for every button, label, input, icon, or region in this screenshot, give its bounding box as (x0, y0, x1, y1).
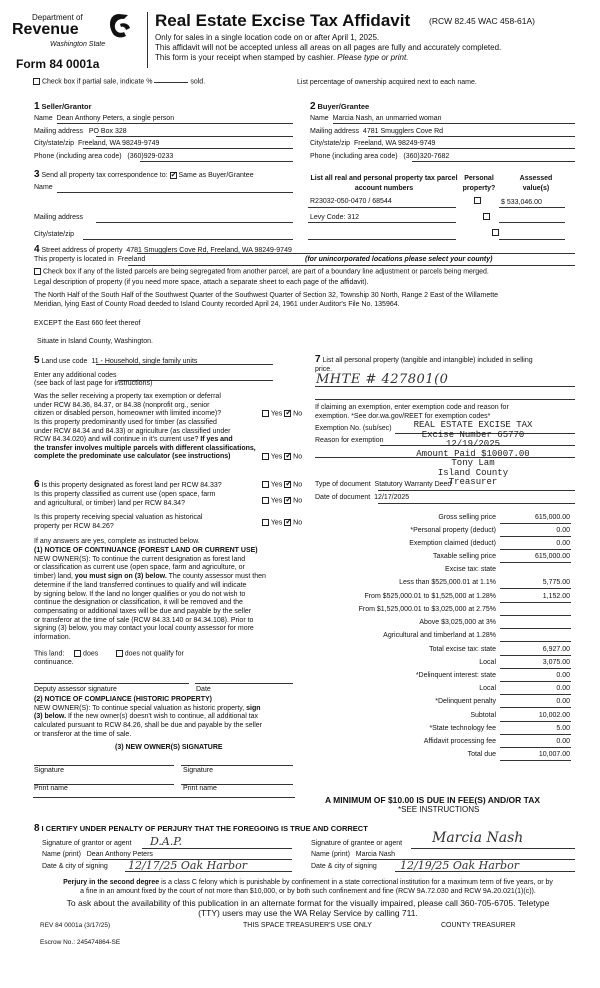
dor-swirl-icon (106, 12, 132, 40)
forest-no-checkbox[interactable] (284, 481, 291, 488)
calc-underline-2 (500, 549, 571, 550)
historic-no-checkbox[interactable] (284, 519, 291, 526)
calc-underline-0 (500, 523, 571, 524)
list-percentage-note: List percentage of ownership acquired next to each name. (297, 79, 477, 86)
see-instructions: *SEE INSTRUCTIONS (398, 805, 480, 814)
sec6-q2: Is this property classified as current use (open space, farm and agricultural, or timber) land per RCW 84.34? (34, 491, 216, 507)
calc-label-16: *State technology fee (429, 725, 496, 732)
parcel-number-2[interactable]: Levy Code: 312 (310, 214, 360, 221)
sec3-mail-label: Mailing address (34, 214, 84, 221)
doc-type[interactable]: Statutory Warranty Deed (374, 481, 452, 488)
revision-label: REV 84 0001a (3/17/25) (40, 922, 111, 929)
signature-label-1: Signature (34, 767, 64, 774)
legal-desc-3: EXCEPT the East 660 feet thereof (34, 320, 141, 327)
personal-property-handwritten[interactable]: MHTE # 427801(0 (316, 372, 449, 387)
personal-property-list: 7 List all personal property (tangible and intangible) included in selling price. (315, 354, 533, 373)
grantor-name-row: Name (print) Dean Anthony Peters (42, 851, 153, 858)
buyer-phone-row: Phone (including area code) (360)320-7682 (310, 153, 450, 160)
seller-city[interactable]: Freeland, WA 98249-9749 (77, 140, 160, 147)
additional-codes-2: (see back of last page for instructions) (34, 380, 153, 387)
personal-checkbox-1[interactable] (474, 197, 481, 204)
calc-underline-1 (500, 536, 571, 537)
calc-label-3: Taxable selling price (432, 553, 496, 560)
deputy-date-label: Date (196, 686, 211, 693)
calc-label-0: Gross selling price (438, 514, 496, 521)
timber-yes-checkbox[interactable] (262, 453, 269, 460)
grantee-signature-label: Signature of grantee or agent (311, 840, 403, 847)
calc-label-14: *Delinquent penalty (435, 698, 496, 705)
segregated-row: Check box if any of the listed parcels are being segregated from another parcel, are part of a boundary line adjustment or parcels being merged. (34, 268, 489, 275)
calc-label-18: Total due (467, 751, 496, 758)
calc-value-3[interactable]: 615,000.00 (534, 553, 570, 560)
calc-underline-10 (500, 655, 571, 656)
buyer-name-row: Name Marcia Nash, an unmarried woman (310, 115, 442, 122)
seller-heading: 1 Seller/Grantor (34, 101, 92, 112)
seller-phone[interactable]: (360)929-0233 (127, 153, 174, 160)
segregated-checkbox[interactable] (34, 268, 41, 275)
rcw-ref: (RCW 82.45 WAC 458-61A) (429, 16, 535, 26)
same-as-buyer-checkbox[interactable] (170, 172, 177, 179)
calc-underline-7 (500, 615, 571, 616)
calc-label-17: Affidavit processing fee (423, 738, 496, 745)
exemption-no-checkbox[interactable] (284, 410, 291, 417)
exemption-yes-no: Yes ✓ No (262, 410, 302, 417)
grantee-date-label: Date & city of signing (311, 863, 377, 870)
calc-label-8: Above $3,025,000 at 3% (419, 619, 496, 626)
calc-value-16[interactable]: 5.00 (556, 725, 570, 732)
calc-label-2: Exemption claimed (deduct) (409, 540, 496, 547)
calc-underline-6 (500, 602, 571, 603)
print-name-label-1: Print name (34, 785, 68, 792)
buyer-mail[interactable]: 4781 Smugglers Cove Rd (362, 128, 444, 135)
doc-date[interactable]: 12/17/2025 (374, 494, 410, 501)
calc-value-2[interactable]: 0.00 (556, 540, 570, 547)
seller-mail-row: Mailing address PO Box 328 (34, 128, 127, 135)
legal-label: Legal description of property (if you need more space, attach a separate sheet to each page of the affidavit). (34, 279, 369, 286)
calc-value-14[interactable]: 0.00 (556, 698, 570, 705)
unincorporated-note: (for unincorporated locations please select your county) (305, 256, 493, 263)
calc-label-12: *Delinquent interest: state (415, 672, 496, 679)
calc-underline-13 (500, 694, 571, 695)
calc-value-10[interactable]: 6,927.00 (542, 646, 570, 653)
current-use-yes-no: Yes ✓ No (262, 497, 302, 504)
dor-logo (10, 10, 138, 56)
seller-name[interactable]: Dean Anthony Peters, a single person (56, 115, 175, 122)
exemption-instructions: If claiming an exemption, enter exemption code and reason for exemption. *See dor.wa.gov/REET for exemption codes* (315, 404, 509, 420)
escrow-number: Escrow No.: 245474864-SE (40, 939, 121, 946)
grantee-name-row: Name (print) Marcia Nash (311, 851, 396, 858)
calc-value-12[interactable]: 0.00 (556, 672, 570, 679)
calc-label-15: Subtotal (470, 712, 496, 719)
revenue-text: Revenue (12, 21, 79, 38)
timber-yes-no: Yes ✓ No (262, 453, 302, 460)
if-any-yes: If any answers are yes, complete as instructed below. (34, 538, 200, 545)
doc-date-row: Date of document 12/17/2025 (315, 494, 410, 501)
current-use-no-checkbox[interactable] (284, 497, 291, 504)
personal-checkbox-3[interactable] (492, 229, 499, 236)
parcel-number-1[interactable]: R23032-050-0470 / 68544 (310, 198, 392, 205)
calc-label-6: From $525,000.01 to $1,525,000 at 1.28% (364, 593, 496, 600)
legal-desc-1: The North Half of the South Half of the Southwest Quarter of the Southwest Quarter of Section 32, Township 30 North, Range 2 East of the Willamette (34, 292, 499, 299)
dept-of-text: Department of (32, 13, 83, 22)
street-row: 4 Street address of property 4781 Smugglers Cove Rd, Freeland, WA 98249-9749 (34, 244, 292, 255)
buyer-city-row: City/state/zip Freeland, WA 98249-9749 (310, 140, 436, 147)
located-row: This property is located in Freeland (34, 256, 146, 263)
minimum-due-note: A MINIMUM OF $10.00 IS DUE IN FEE(S) AND/OR TAX (325, 795, 541, 805)
additional-codes-1: Enter any additional codes (34, 372, 117, 379)
calc-label-9: Agricultural and timberland at 1.28% (383, 632, 496, 639)
calc-underline-5 (500, 588, 571, 589)
calc-value-11[interactable]: 3,075.00 (542, 659, 570, 666)
calc-underline-3 (500, 562, 571, 563)
grantor-signature[interactable]: D.A.P. (150, 835, 183, 848)
notice-compliance: (2) NOTICE OF COMPLIANCE (HISTORIC PROPERTY) NEW OWNER(S): To continue special valuation as historic property, sign (3) below. If the new owner(s) doesn't wish to continue, all additional tax calculated pursuant to RCW 84.26, shall be due and payable by the seller or transferor at the time of sale. (34, 696, 263, 738)
buyer-name[interactable]: Marcia Nash, an unmarried woman (332, 115, 442, 122)
sec3-city-label: City/state/zip (34, 231, 75, 238)
grantee-date-city[interactable]: 12/19/25 Oak Harbor (400, 859, 519, 872)
timber-no-checkbox[interactable] (284, 453, 291, 460)
grantor-name[interactable]: Dean Anthony Peters (86, 851, 153, 858)
timber-question: Is this property predominantly used for timber (as classified under RCW 84.34 and 84.33) or agriculture (as classified under RCW 84.34.020) and will continue in it's current use? If yes and the transfer involves multiple parcels with different classifications, complete the predominate use calculator (see instructions) (34, 419, 256, 460)
calc-value-1[interactable]: 0.00 (556, 527, 570, 534)
buyer-heading: 2 Buyer/Grantee (310, 101, 370, 112)
calc-underline-9 (500, 641, 571, 642)
historic-yes-checkbox[interactable] (262, 519, 269, 526)
buyer-city[interactable]: Freeland, WA 98249-9749 (353, 140, 436, 147)
deputy-signature-label: Deputy assessor signature (34, 686, 117, 693)
grantee-signature[interactable]: Marcia Nash (432, 830, 524, 846)
form-title: Real Estate Excise Tax Affidavit (155, 11, 411, 30)
notice-continuance: (1) NOTICE OF CONTINUANCE (FOREST LAND OR CURRENT USE) NEW OWNER(S): To continue the current designation as forest land or classification as current use (open space, farm and agriculture, or timber) land, you must sign on (3) below. The county assessor must then determine if the land transferred continues to qualify and will indicate by signing below. If the land no longer qualifies or you do not wish to continue the designation or classification, it will be removed and the compensating or additional taxes will be due and payable by the seller or transferor at the time of sale (RCW 84.33.140 or 84.34.108). Prior to signing (3) below, you may contact your local county assessor for more information. (34, 547, 266, 642)
new-owner-signature-title: (3) NEW OWNER(S) SIGNATURE (115, 744, 223, 751)
calc-label-5: Less than $525,000.01 at 1.1% (399, 579, 496, 586)
calc-value-0[interactable]: 615,000.00 (534, 514, 570, 521)
county-treasurer-label: COUNTY TREASURER (441, 922, 516, 929)
calc-label-1: *Personal property (deduct) (410, 527, 496, 534)
exemption-question: Was the seller receiving a property tax exemption or deferral under RCW 84.36, 84.37, or 84.38 (nonprofit org., senior citizen or disabled person, homeowner with limited income)? (34, 393, 222, 417)
reason-label: Reason for exemption (315, 437, 384, 444)
calc-underline-15 (500, 721, 571, 722)
calc-underline-18 (500, 760, 571, 761)
calc-underline-14 (500, 707, 571, 708)
does-checkbox[interactable] (74, 650, 81, 657)
partial-sale-row: Check box if partial sale, indicate % sold. (33, 78, 205, 85)
calc-label-7: From $1,525,000.01 to $3,025,000 at 2.75% (358, 606, 496, 613)
forest-yes-checkbox[interactable] (262, 481, 269, 488)
print-name-label-2: Print name (183, 785, 217, 792)
parcel-col-header: List all real and personal property tax parcel account numbers (310, 175, 458, 192)
historic-yes-no: Yes ✓ No (262, 519, 302, 526)
calc-label-11: Local (479, 659, 496, 666)
calc-value-6[interactable]: 1,152.00 (542, 593, 570, 600)
calc-underline-11 (500, 668, 571, 669)
grantee-name[interactable]: Marcia Nash (355, 851, 396, 858)
grantor-date-city[interactable]: 12/17/25 Oak Harbor (128, 859, 247, 872)
seller-mail[interactable]: PO Box 328 (88, 128, 127, 135)
land-use-code[interactable]: 11 - Household, single family units (91, 358, 198, 365)
street-address[interactable]: 4781 Smugglers Cove Rd, Freeland, WA 98249-9749 (126, 247, 292, 254)
grantor-signature-label: Signature of grantor or agent (42, 840, 132, 847)
calc-value-13[interactable]: 0.00 (556, 685, 570, 692)
partial-sale-checkbox[interactable] (33, 78, 40, 85)
calc-value-15[interactable]: 10,002.00 (538, 712, 570, 719)
calc-label-13: Local (479, 685, 496, 692)
treasurer-stamp: REAL ESTATE EXCISE TAX Excise Number 65770 12/19/2025 Amount Paid $10007.00 Tony Lam Island County Treasurer (413, 420, 533, 487)
exemption-number-label: Exemption No. (sub/sec) (315, 425, 392, 432)
calc-label-10: Total excise tax: state (429, 646, 496, 653)
header-note-2: This affidavit will not be accepted unless all areas on all pages are fully and accurately completed. (155, 43, 502, 52)
assessed-value-1[interactable]: $ 533,046.00 (501, 199, 542, 206)
calc-underline-12 (500, 681, 571, 682)
calc-value-17[interactable]: 0.00 (556, 738, 570, 745)
form-number: Form 84 0001a (16, 57, 100, 71)
treasurer-use-label: THIS SPACE TREASURER'S USE ONLY (243, 922, 372, 929)
does-not-checkbox[interactable] (116, 650, 123, 657)
calc-underline-17 (500, 747, 571, 748)
personal-checkbox-2[interactable] (483, 213, 490, 220)
calc-underline-16 (500, 734, 571, 735)
legal-desc-4: Situate in Island County, Washington. (37, 338, 153, 345)
exemption-yes-checkbox[interactable] (262, 410, 269, 417)
sec6-q3: Is this property receiving special valuation as historical property per RCW 84.26? (34, 514, 203, 530)
this-land-row: This land: does does not qualify for (34, 650, 184, 658)
availability-note: To ask about the availability of this publication in an alternate format for the visually impaired, please call 360-705-6705. Teletype (TTY) users may use the WA Relay Service by calling 711. (66, 898, 550, 918)
sec3-name-label: Name (34, 184, 53, 191)
header-note-1: Only for sales in a single location code on or after April 1, 2025. (155, 33, 380, 42)
sec3-heading: 3 Send all property tax correspondence to: ✓ Same as Buyer/Grantee (34, 169, 254, 180)
assessed-col-header: Assessed value(s) (519, 175, 553, 192)
seller-name-row: Name Dean Anthony Peters, a single person (34, 115, 175, 122)
sec6-q1: 6 Is this property designated as forest land per RCW 84.33? (34, 479, 222, 490)
calc-value-18[interactable]: 10,007.00 (538, 751, 570, 758)
seller-phone-row: Phone (including area code) (360)929-0233 (34, 153, 174, 160)
buyer-mail-row: Mailing address 4781 Smugglers Cove Rd (310, 128, 444, 135)
grantor-date-label: Date & city of signing (42, 863, 108, 870)
wa-state-text: Washington State (50, 41, 106, 48)
personal-col-header: Personal property? (462, 175, 496, 192)
continuance-label: continuance. (34, 659, 74, 666)
forest-yes-no: Yes ✓ No (262, 481, 302, 488)
header-note-3: This form is your receipt when stamped by cashier. Please type or print. (155, 53, 409, 62)
legal-desc-2: Meridian, lying East of County Road deeded to Island County recorded April 24, 1961 under Auditor's File No. 135964. (34, 301, 400, 308)
perjury-heading: 8 I CERTIFY UNDER PENALTY OF PERJURY THAT THE FOREGOING IS TRUE AND CORRECT (34, 823, 368, 834)
located-city[interactable]: Freeland (117, 256, 146, 263)
land-use-row: 5 Land use code 11 - Household, single family units (34, 355, 198, 366)
calc-value-5[interactable]: 5,775.00 (542, 579, 570, 586)
calc-underline-8 (500, 628, 571, 629)
calc-label-4: Excise tax: state (445, 566, 496, 573)
seller-city-row: City/state/zip Freeland, WA 98249-9749 (34, 140, 160, 147)
doc-type-row: Type of document Statutory Warranty Deed (315, 481, 452, 488)
perjury-statement: Perjury in the second degree is a class C felony which is punishable by confinement in a state correctional institution for a maximum term of five years, or by a fine in an amount fixed by the court of not more than $10,000, or by both such confinement and fine (RCW 9A.72.030 and RCW 9A.20.021(1)(c)). (63, 879, 553, 895)
signature-label-2: Signature (183, 767, 213, 774)
current-use-yes-checkbox[interactable] (262, 497, 269, 504)
buyer-phone[interactable]: (360)320-7682 (403, 153, 450, 160)
